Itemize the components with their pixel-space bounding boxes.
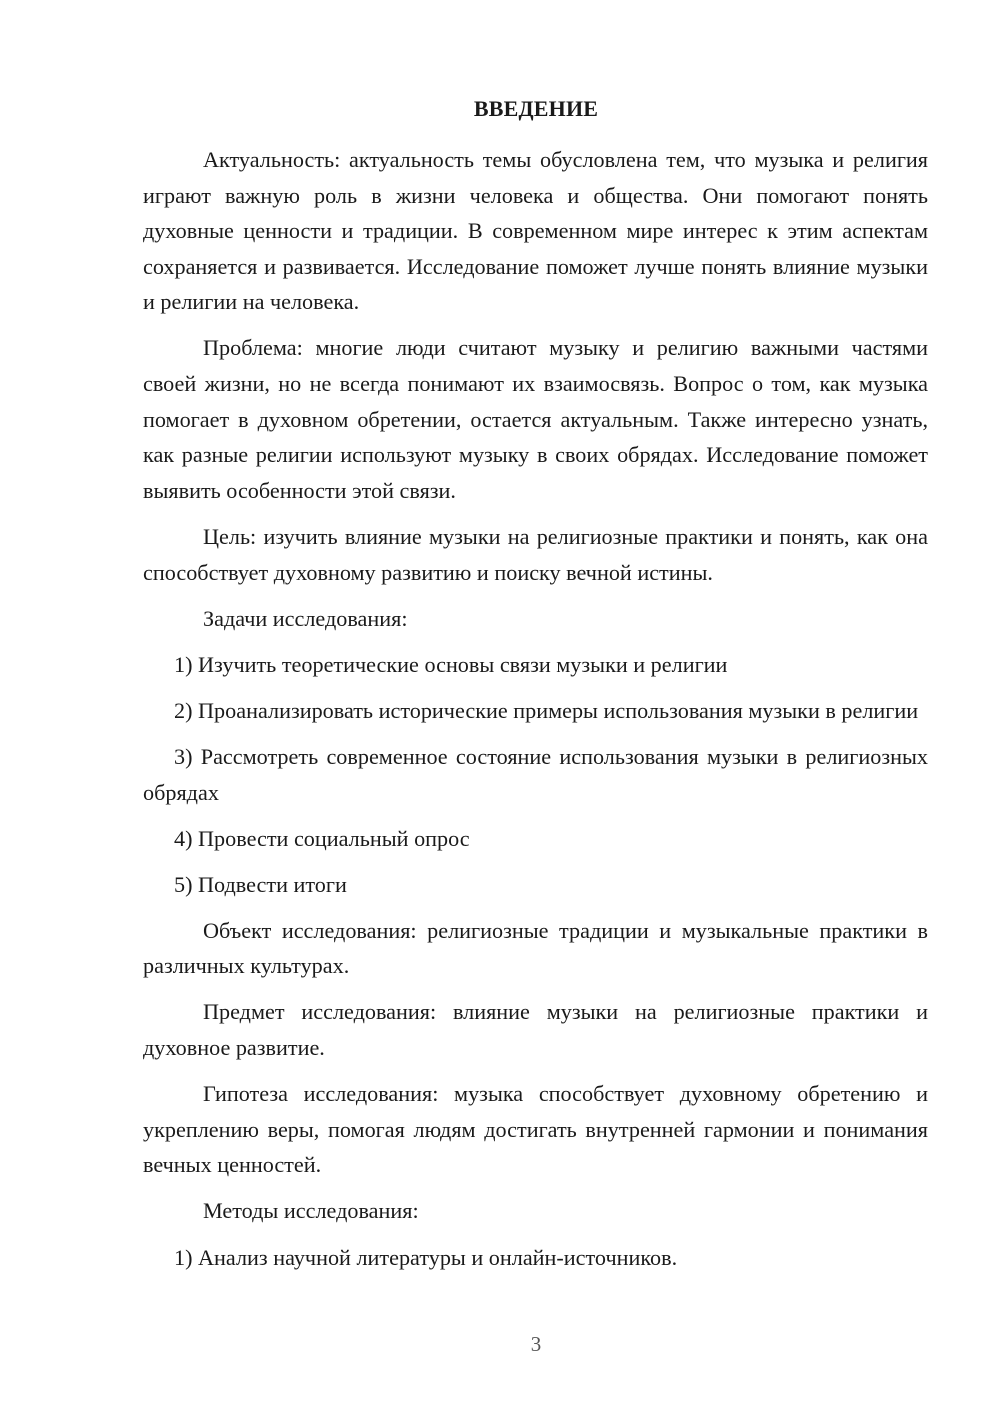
paragraph-problem: Проблема: многие люди считают музыку и религию важными частями своей жизни, но не всегда понимают их взаимосвязь. Вопрос о том, как музыка помогает в духовном обретении, остается актуальным. Также интересно узнать, как разные религии используют музыку в своих обрядах. Исследование поможет выявить особенности этой связи. [143, 335, 928, 503]
paragraph-goal: Цель: изучить влияние музыки на религиозные практики и понять, как она способствует духовному развитию и поиску вечной истины. [143, 523, 928, 585]
task-item-4: 4) Провести социальный опрос [174, 825, 470, 851]
paragraph-relevance: Актуальность: актуальность темы обусловлена тем, что музыка и религия играют важную роль в жизни человека и общества. Они помогают понять духовные ценности и традиции. В современном мире интерес к этим аспектам сохраняется и развивается. Исследование поможет лучше понять влияние музыки и религии на человека. [143, 147, 928, 315]
page-number: 3 [530, 1332, 542, 1356]
method-item-1: 1) Анализ научной литературы и онлайн-источников. [174, 1244, 678, 1270]
document-body [143, 142, 928, 1286]
section-heading: ВВЕДЕНИЕ [473, 96, 599, 121]
task-item-3: 3) Рассмотреть современное состояние использования музыки в религиозных обрядах [143, 743, 928, 805]
paragraph-hypothesis: Гипотеза исследования: музыка способствует духовному обретению и укреплению веры, помогая людям достигать внутренней гармонии и понимания вечных ценностей. [143, 1081, 928, 1178]
paragraph-subject: Предмет исследования: влияние музыки на религиозные практики и духовное развитие. [143, 999, 928, 1061]
paragraph-methods-heading: Методы исследования: [203, 1198, 419, 1224]
task-item-1: 1) Изучить теоретические основы связи музыки и религии [174, 651, 728, 677]
task-item-5: 5) Подвести итоги [174, 871, 347, 897]
paragraph-tasks-heading: Задачи исследования: [203, 605, 408, 631]
task-item-2: 2) Проанализировать исторические примеры использования музыки в религии [174, 697, 919, 723]
paragraph-object: Объект исследования: религиозные традиции и музыкальные практики в различных культурах. [143, 917, 928, 979]
